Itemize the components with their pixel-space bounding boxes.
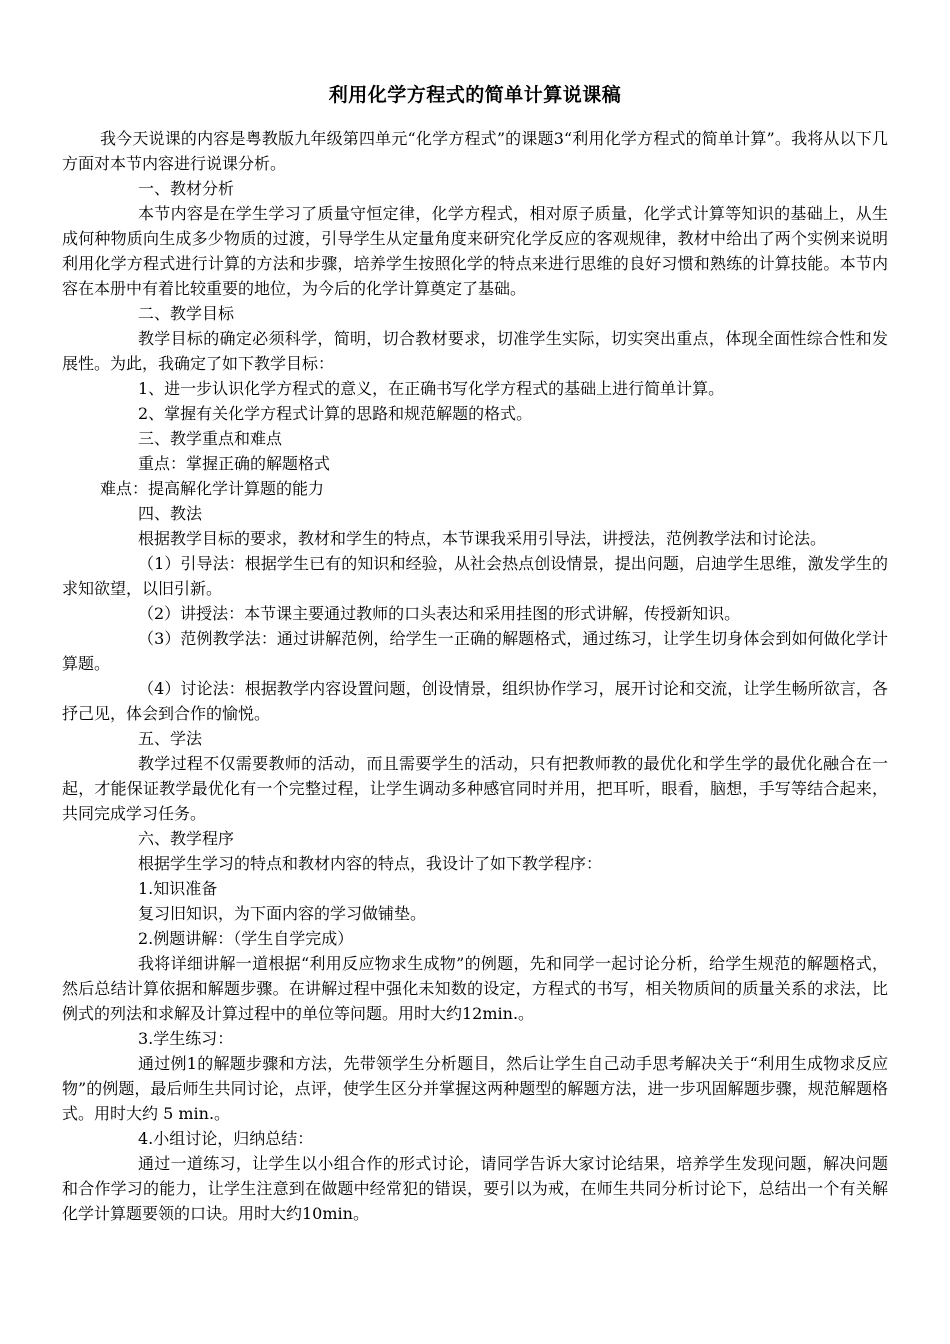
paragraph: 2、掌握有关化学方程式计算的思路和规范解题的格式。 bbox=[138, 404, 533, 423]
paragraph: 四、教法 bbox=[138, 504, 203, 523]
paragraph: 2.例题讲解：（学生自学完成） bbox=[138, 929, 354, 948]
paragraph: 五、学法 bbox=[138, 729, 203, 748]
paragraph: 根据学生学习的特点和教材内容的特点，我设计了如下教学程序： bbox=[138, 854, 603, 873]
paragraph: 1、进一步认识化学方程式的意义，在正确书写化学方程式的基础上进行简单计算。 bbox=[138, 379, 725, 398]
document-title: 利用化学方程式的简单计算说课稿 bbox=[328, 84, 622, 106]
paragraph: 4.小组讨论，归纳总结： bbox=[138, 1129, 314, 1148]
paragraph: 通过一道练习，让学生以小组合作的形式讨论，请同学告诉大家讨论结果，培养学生发现问题，解决问题和合作学习的能力，让学生注意到在做题中经常犯的错误，要引以为戒，在师生共同分析讨论下，总结出一个有关解化学计算题要领的口诀。用时大约10min。 bbox=[62, 1154, 888, 1223]
paragraph: 二、教学目标 bbox=[138, 304, 235, 323]
paragraph: （3）范例教学法：通过讲解范例，给学生一正确的解题格式，通过练习，让学生切身体会到如何做化学计算题。 bbox=[62, 629, 888, 673]
paragraph: 根据教学目标的要求，教材和学生的特点，本节课我采用引导法，讲授法，范例教学法和讨论法。 bbox=[138, 529, 827, 548]
paragraph: 复习旧知识，为下面内容的学习做铺垫。 bbox=[138, 904, 427, 923]
paragraph: 教学目标的确定必须科学，简明，切合教材要求，切准学生实际，切实突出重点，体现全面性综合性和发展性。为此，我确定了如下教学目标： bbox=[62, 329, 888, 373]
paragraph: 通过例1的解题步骤和方法，先带领学生分析题目，然后让学生自己动手思考解决关于“利用生成物求反应物”的例题，最后师生共同讨论，点评，使学生区分并掌握这两种题型的解题方法，进一步巩固解题步骤，规范解题格式。用时大约 5 min.。 bbox=[62, 1054, 888, 1123]
paragraph: 难点：提高解化学计算题的能力 bbox=[100, 479, 325, 498]
document-body bbox=[62, 82, 888, 1226]
paragraph: （1）引导法：根据学生已有的知识和经验，从社会热点创设情景，提出问题，启迪学生思维，激发学生的求知欲望，以旧引新。 bbox=[62, 554, 888, 598]
paragraph: 重点：掌握正确的解题格式 bbox=[138, 454, 331, 473]
paragraph: 1.知识准备 bbox=[138, 879, 218, 898]
paragraph: 教学过程不仅需要教师的活动，而且需要学生的活动，只有把教师教的最优化和学生学的最优化融合在一起，才能保证教学最优化有一个完整过程，让学生调动多种感官同时并用，把耳听，眼看，脑想，手写等结合起来，共同完成学习任务。 bbox=[62, 754, 888, 823]
paragraph: （2）讲授法：本节课主要通过教师的口头表达和采用挂图的形式讲解，传授新知识。 bbox=[138, 604, 741, 623]
paragraph: 3.学生练习： bbox=[138, 1029, 234, 1048]
paragraph: 我今天说课的内容是粤教版九年级第四单元“化学方程式”的课题3“利用化学方程式的简单计算”。我将从以下几方面对本节内容进行说课分析。 bbox=[62, 129, 888, 173]
paragraph: 我将详细讲解一道根据“利用反应物求生成物”的例题，先和同学一起讨论分析，给学生规范的解题格式，然后总结计算依据和解题步骤。在讲解过程中强化未知数的设定，方程式的书写，相关物质间的质量关系的求法，比例式的列法和求解及计算过程中的单位等问题。用时大约12min.。 bbox=[62, 954, 888, 1023]
paragraph: （4）讨论法：根据教学内容设置问题，创设情景，组织协作学习，展开讨论和交流，让学生畅所欲言，各抒己见，体会到合作的愉悦。 bbox=[62, 679, 888, 723]
paragraph: 一、教材分析 bbox=[138, 179, 235, 198]
paragraph: 三、教学重点和难点 bbox=[138, 429, 283, 448]
paragraph-list bbox=[62, 126, 888, 1226]
paragraph: 本节内容是在学生学习了质量守恒定律，化学方程式，相对原子质量，化学式计算等知识的基础上，从生成何种物质向生成多少物质的过渡，引导学生从定量角度来研究化学反应的客观规律，教材中给出了两个实例来说明利用化学方程式进行计算的方法和步骤，培养学生按照化学的特点来进行思维的良好习惯和熟练的计算技能。本节内容在本册中有着比较重要的地位，为今后的化学计算奠定了基础。 bbox=[62, 204, 888, 298]
paragraph: 六、教学程序 bbox=[138, 829, 235, 848]
